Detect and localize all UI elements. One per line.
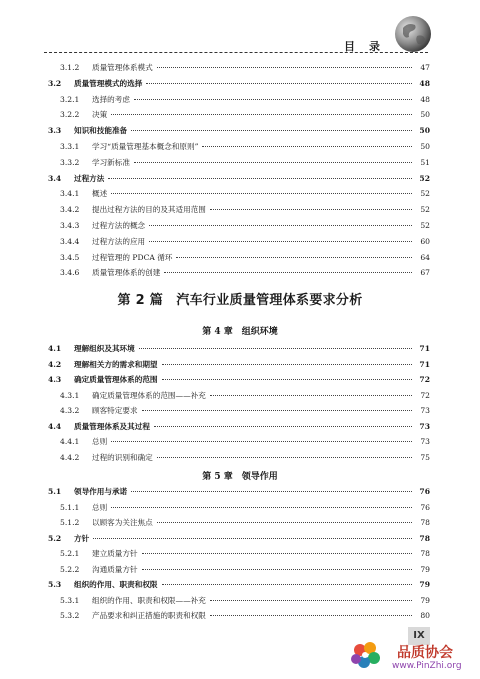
toc-entry-page: 73 xyxy=(420,406,430,415)
toc-entry-title: 质量管理体系模式 xyxy=(92,63,153,72)
toc-entry xyxy=(60,450,430,466)
toc-leader-dots xyxy=(210,209,412,210)
toc-entry-page: 73 xyxy=(419,421,430,431)
toc-entry-number: 4.2 xyxy=(48,359,62,369)
part-heading: 第 2 篇 汽车行业质量管理体系要求分析 xyxy=(117,293,363,308)
toc-entry-page: 48 xyxy=(420,94,430,104)
toc-entry xyxy=(48,577,430,593)
toc-entry xyxy=(60,546,430,562)
toc-entry-title: 过程方法的概念 xyxy=(92,221,146,230)
toc-entry-page: 76 xyxy=(420,502,430,512)
toc-entry-page: 50 xyxy=(420,110,430,120)
watermark-text: 品质协会 xyxy=(397,645,453,661)
toc-leader-dots xyxy=(111,507,412,508)
toc-entry-title: 总则 xyxy=(92,437,108,446)
toc-entry xyxy=(60,186,430,202)
toc-entry-number: 3.4.1 xyxy=(60,189,80,199)
flower-logo-icon xyxy=(346,638,390,674)
toc-leader-dots xyxy=(108,178,412,179)
header-title: 目录 xyxy=(344,40,394,53)
toc-entry-page: 47 xyxy=(420,63,430,72)
toc-entry-number: 3.4.5 xyxy=(60,252,80,262)
toc-leader-dots xyxy=(162,364,412,365)
toc-leader-dots xyxy=(176,257,412,258)
toc-entry-page: 71 xyxy=(419,359,430,369)
toc-entry xyxy=(60,234,430,250)
toc-entry-page: 79 xyxy=(420,564,430,574)
toc-entry xyxy=(60,155,430,171)
toc-entry-number: 5.1 xyxy=(48,487,62,496)
toc-entry xyxy=(60,515,430,531)
toc-entry-title: 过程方法 xyxy=(74,173,105,183)
toc-entry-title: 组织的作用、职责和权限 xyxy=(74,580,158,589)
toc-entry xyxy=(60,562,430,578)
chapter-4-heading: 第 4 章 组织环境 xyxy=(202,327,278,337)
toc-leader-dots xyxy=(139,348,412,349)
toc-entry-title: 提出过程方法的目的及其适用范围 xyxy=(92,205,206,215)
toc-entry xyxy=(60,60,430,76)
chapter-5-heading: 第 5 章 领导作用 xyxy=(202,472,278,482)
toc-entry xyxy=(48,171,430,187)
toc-entry-page: 79 xyxy=(420,595,430,605)
toc-leader-dots xyxy=(162,379,412,380)
toc-leader-dots xyxy=(210,600,412,601)
toc-entry-number: 5.2.1 xyxy=(60,549,80,558)
toc-entry xyxy=(60,265,430,281)
toc-leader-dots xyxy=(149,241,412,242)
toc-leader-dots xyxy=(111,114,412,115)
toc-entry xyxy=(60,218,430,234)
toc-leader-dots xyxy=(93,538,412,539)
toc-entry-number: 3.3 xyxy=(48,126,62,136)
header-divider xyxy=(44,52,428,53)
toc-entry xyxy=(60,202,430,218)
toc-leader-dots xyxy=(162,584,412,585)
toc-leader-dots xyxy=(134,162,412,163)
toc-entry xyxy=(48,76,430,92)
toc-entry-number: 5.2 xyxy=(48,533,62,543)
toc-leader-dots xyxy=(134,99,412,100)
toc-entry-page: 52 xyxy=(420,221,430,230)
toc-entry xyxy=(60,92,430,108)
toc-entry xyxy=(60,388,430,404)
toc-leader-dots xyxy=(142,569,412,570)
toc-entry-number: 5.3 xyxy=(48,580,62,589)
toc-entry-title: 顾客特定要求 xyxy=(92,406,138,415)
toc-entry xyxy=(48,123,430,139)
toc-entry xyxy=(60,403,430,419)
toc-entry-number: 3.4.4 xyxy=(60,236,80,246)
toc-entry-page: 76 xyxy=(419,487,430,496)
toc-entry-page: 64 xyxy=(420,252,430,262)
toc-entry-page: 72 xyxy=(419,375,430,384)
toc-entry xyxy=(60,107,430,123)
toc-entry-page: 52 xyxy=(420,189,430,199)
toc-entry-title: 确定质量管理体系的范围 xyxy=(74,375,158,384)
toc-leader-dots xyxy=(111,441,412,442)
toc-entry-title: 质量管理模式的选择 xyxy=(74,78,143,88)
toc-entry-page: 78 xyxy=(420,549,430,558)
toc-entry xyxy=(60,250,430,266)
toc-entry-number: 5.1.2 xyxy=(60,518,80,527)
toc-entry-number: 4.4.1 xyxy=(60,437,80,446)
toc-entry-number: 3.4.2 xyxy=(60,205,80,215)
toc-entry-title: 过程管理的 PDCA 循环 xyxy=(92,252,173,262)
toc-entry-title: 过程方法的应用 xyxy=(92,236,146,246)
toc-entry-number: 4.4 xyxy=(48,421,62,431)
toc-entry xyxy=(60,500,430,516)
toc-entry-title: 领导作用与承诺 xyxy=(74,487,128,496)
toc-entry-page: 75 xyxy=(420,452,430,462)
toc-entry-page: 79 xyxy=(419,580,430,589)
toc-entry-title: 过程的识别和确定 xyxy=(92,452,153,462)
toc-entry-title: 以顾客为关注焦点 xyxy=(92,518,153,527)
toc-leader-dots xyxy=(210,395,412,396)
toc-entry-number: 5.1.1 xyxy=(60,502,80,512)
toc-leader-dots xyxy=(131,130,412,131)
toc-entry-title: 知识和技能准备 xyxy=(74,126,128,136)
toc-entry-title: 组织的作用、职责和权限——补充 xyxy=(92,595,206,605)
toc-entry xyxy=(48,341,430,357)
toc-entry-title: 总则 xyxy=(92,502,108,512)
toc-entry-page: 52 xyxy=(419,173,430,183)
toc-entry-number: 3.4 xyxy=(48,173,62,183)
toc-entry-page: 67 xyxy=(420,268,430,278)
toc-entry-page: 50 xyxy=(419,126,430,136)
toc-entry-title: 决策 xyxy=(92,110,108,120)
toc-entry-page: 78 xyxy=(419,533,430,543)
toc-leader-dots xyxy=(210,615,412,616)
toc-leader-dots xyxy=(157,67,412,68)
toc-entry-number: 4.1 xyxy=(48,344,62,353)
toc-entry xyxy=(48,372,430,388)
toc-entry-page: 51 xyxy=(420,157,430,167)
toc-leader-dots xyxy=(142,553,412,554)
toc-entry-number: 4.3.1 xyxy=(60,390,80,400)
toc-entry-page: 60 xyxy=(420,236,430,246)
toc-entry-number: 3.3.1 xyxy=(60,142,80,151)
toc-entry xyxy=(60,139,430,155)
toc-entry-page: 73 xyxy=(420,437,430,446)
toc-leader-dots xyxy=(131,491,412,492)
toc-entry-title: 建立质量方针 xyxy=(92,549,138,558)
toc-leader-dots xyxy=(202,146,412,147)
toc-entry-page: 80 xyxy=(420,611,430,620)
toc-entry-title: 沟通质量方针 xyxy=(92,564,138,574)
toc-entry-title: 学习“质量管理基本概念和原则” xyxy=(92,142,199,151)
toc-entry-title: 选择的考虑 xyxy=(92,94,130,104)
toc-entry-number: 4.4.2 xyxy=(60,452,80,462)
toc-entry xyxy=(48,419,430,435)
toc-entry-number: 3.2.2 xyxy=(60,110,80,120)
toc-entry-number: 3.3.2 xyxy=(60,157,80,167)
toc-entry-page: 52 xyxy=(420,205,430,215)
toc-entry-title: 概述 xyxy=(92,189,108,199)
toc-entry-number: 5.3.2 xyxy=(60,611,80,620)
toc-leader-dots xyxy=(164,272,412,273)
toc-entry-title: 学习新标准 xyxy=(92,157,130,167)
toc-entry xyxy=(48,484,430,500)
toc-entry-page: 72 xyxy=(420,390,430,400)
toc-leader-dots xyxy=(154,426,412,427)
toc-entry-title: 理解组织及其环境 xyxy=(74,344,135,353)
toc-entry-title: 产品要求和纠正措施的职责和权限 xyxy=(92,611,206,620)
toc-entry-number: 3.4.6 xyxy=(60,268,80,278)
globe-icon xyxy=(393,14,433,54)
toc-entry xyxy=(60,593,430,609)
toc-entry-page: 48 xyxy=(419,78,430,88)
toc-entry-number: 3.2.1 xyxy=(60,94,80,104)
toc-entry-title: 确定质量管理体系的范围——补充 xyxy=(92,390,206,400)
toc-entry-number: 5.3.1 xyxy=(60,595,80,605)
toc-leader-dots xyxy=(111,193,412,194)
toc-entry-title: 质量管理体系的创建 xyxy=(92,268,161,278)
toc-entry-page: 78 xyxy=(420,518,430,527)
toc-leader-dots xyxy=(149,225,412,226)
toc-entry xyxy=(60,608,430,624)
watermark-url: www.PinZhi.org xyxy=(392,661,462,671)
toc-entry-number: 4.3.2 xyxy=(60,406,80,415)
toc-entry-page: 50 xyxy=(420,142,430,151)
toc-entry-title: 理解相关方的需求和期望 xyxy=(74,359,158,369)
toc-leader-dots xyxy=(146,83,412,84)
toc-leader-dots xyxy=(142,410,412,411)
toc-entry xyxy=(48,357,430,373)
toc-leader-dots xyxy=(157,457,412,458)
toc-entry-number: 3.2 xyxy=(48,78,62,88)
toc-entry-title: 质量管理体系及其过程 xyxy=(74,421,150,431)
toc-entry xyxy=(48,531,430,547)
toc-leader-dots xyxy=(157,522,412,523)
toc-entry xyxy=(60,434,430,450)
toc-entry-title: 方针 xyxy=(74,533,90,543)
toc-entry-number: 3.1.2 xyxy=(60,63,80,72)
page-number: IX xyxy=(408,627,430,645)
toc-entry-number: 4.3 xyxy=(48,375,62,384)
toc-entry-page: 71 xyxy=(419,344,430,353)
toc-entry-number: 3.4.3 xyxy=(60,221,80,230)
toc-entry-number: 5.2.2 xyxy=(60,564,80,574)
